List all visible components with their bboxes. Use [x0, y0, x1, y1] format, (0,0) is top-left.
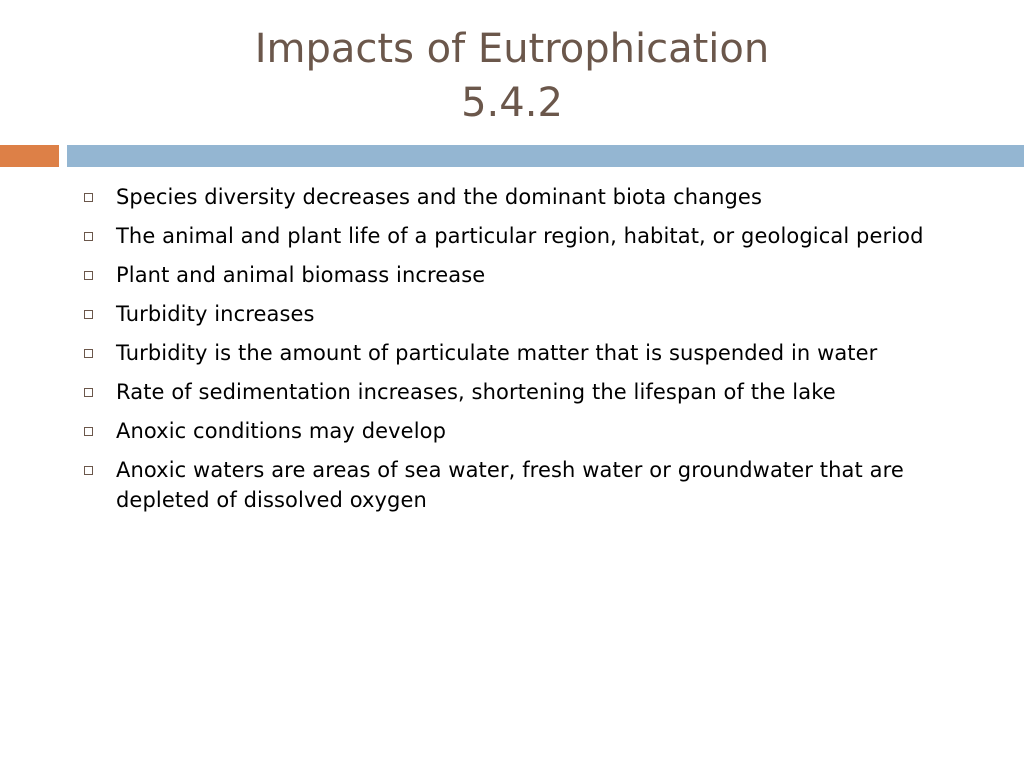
bullet-item	[78, 299, 958, 329]
square-bullet-icon	[84, 349, 93, 358]
bullet-text: Species diversity decreases and the dominant biota changes	[116, 185, 762, 209]
bullet-item	[78, 416, 958, 446]
square-bullet-icon	[84, 193, 93, 202]
square-bullet-icon	[84, 388, 93, 397]
bullet-list	[78, 182, 958, 524]
bullet-item	[78, 221, 958, 251]
accent-bar-orange	[0, 145, 59, 167]
slide-title	[0, 22, 1024, 130]
bullet-text: The animal and plant life of a particular region, habitat, or geological period	[116, 224, 924, 248]
slide-title-section-number: 5.4.2	[461, 80, 563, 126]
square-bullet-icon	[84, 310, 93, 319]
slide-title-main: Impacts of Eutrophication	[254, 26, 770, 72]
square-bullet-icon	[84, 232, 93, 241]
bullet-text: Rate of sedimentation increases, shortening the lifespan of the lake	[116, 380, 836, 404]
bullet-item	[78, 338, 958, 368]
square-bullet-icon	[84, 466, 93, 475]
bullet-text: Anoxic conditions may develop	[116, 419, 447, 443]
square-bullet-icon	[84, 271, 93, 280]
bullet-text: Turbidity is the amount of particulate matter that is suspended in water	[116, 341, 878, 365]
square-bullet-icon	[84, 427, 93, 436]
accent-bar-blue	[67, 145, 1024, 167]
bullet-item	[78, 182, 958, 212]
bullet-item	[78, 260, 958, 290]
bullet-item	[78, 455, 958, 515]
bullet-text: Turbidity increases	[116, 302, 315, 326]
bullet-item	[78, 377, 958, 407]
bullet-text: Anoxic waters are areas of sea water, fresh water or groundwater that are depleted of dissolved oxygen	[116, 458, 904, 512]
bullet-text: Plant and animal biomass increase	[116, 263, 486, 287]
